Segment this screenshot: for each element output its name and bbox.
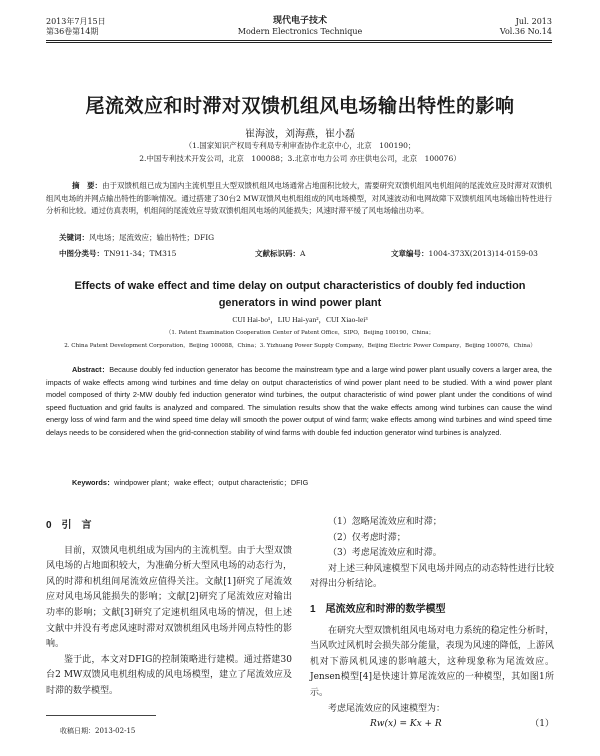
- header-date-en: Jul. 2013: [515, 17, 552, 26]
- equation-text: Rw(x) = Kx + R: [370, 719, 442, 730]
- article-number: 文章编号：1004-373X(2013)14-0159-03: [391, 249, 538, 258]
- abstract-en-text: Because doubly fed induction generator has become the mainstream type and a large wind power plant usually covers a larger area, the impacts of wake effects among wind turbines and time delay on output characteristics of wind power plant need to be studied. With a wind power plant model composed of thirty 2-MW doubly fed induction generator wind turbines, the output characteristic of wind power plant under the conditions of wind speed fluctuation and grid faults is analyzed and compared. The simulation results show that the wake effects among wind turbines can cause the wind energy loss of wind farm and the wind speed time delay will smooth the power output of wind farm; wake effects among wind turbines and wind speed time delays needs to be considered when the grid-connection stability of wind farms with double fed induction generator wind turbines is analyzed.: [46, 365, 552, 437]
- intro-paragraph-2: 鉴于此，本文对DFIG的控制策略进行建模。通过搭建30台2 MW双馈风电机组构成的风电场模型，建立了尾流效应及时滞的数学模型。: [46, 654, 292, 696]
- paper-title-en-line2: generators in wind power plant: [218, 297, 382, 309]
- paper-title-cn: 尾流效应和时滞对双馈机组风电场输出特性的影响: [85, 95, 515, 117]
- authors-cn: 崔海波，刘海燕，崔小磊: [245, 129, 355, 140]
- paper-title-en-line1: Effects of wake effect and time delay on output characteristics of doubly fed induction: [74, 280, 526, 292]
- clc-number: 中图分类号：TN911-34；TM315: [59, 249, 177, 258]
- equation-number: （1）: [530, 719, 554, 730]
- right-column: [310, 515, 554, 733]
- affiliation-en-1: （1. Patent Examination Cooperation Center of Patent Office，SIPO，Beijing 100190，China；: [165, 330, 435, 336]
- abstract-cn: [46, 180, 552, 218]
- affiliation-en-2: 2. China Patent Development Corporation，Beijing 100088，China；3. Yizhuang Power Supply Company，Beijing Electric Power Company，Beijing 100076，China）: [64, 343, 536, 349]
- abstract-en: [46, 364, 552, 440]
- affiliation-cn-2: 2.中国专利技术开发公司，北京 100088；3.北京市电力公司 亦庄供电公司，北京 100076）: [139, 154, 461, 163]
- keywords-cn: [59, 232, 214, 243]
- equation-1: [310, 717, 554, 733]
- header-date: 2013年7月15日: [46, 17, 106, 26]
- left-column: [46, 518, 292, 700]
- model-list-item-3: （3）考虑尾流效应和时滞。: [328, 548, 442, 559]
- right-paragraph-2: 在研究大型双馈机组风电场对电力系统的稳定性分析时，当风吹过风机时会损失部分能量，表现为风速的降低，上游风机对下游风机风速的影响越大，这种现象称为尾流效应。Jensen模型[4]是快速计算尾流效应的一种模型，其如图1所示。: [310, 625, 554, 698]
- keywords-en-label: Keywords：: [72, 478, 115, 487]
- abstract-cn-text: 由于双馈机组已成为国内主流机型且大型双馈机组风电场通常占地面积比较大，需要研究双馈机组风电机组间的尾流效应及时滞对双馈机组风电场的并网点输出特性的影响情况。通过搭建了30台2 MW双馈风电机组组成的风电场模型，对风速波动和电网故障下双馈机组风电场输出特性进行分析和比较。通过仿真表明，机组间的尾流效应导致双馈机组风电场的风能损失；风速时滞平缓了风电场输出功率。: [46, 181, 552, 215]
- footnote-rule: [46, 715, 156, 716]
- header-issue: 第36卷第14期: [46, 27, 99, 36]
- header-rule-bottom: [46, 42, 552, 43]
- journal-title-cn: 现代电子技术: [272, 16, 327, 26]
- keywords-en: [72, 478, 308, 488]
- right-paragraph-1: 对上述三种风速模型下风电场并网点的动态特性进行比较对得出分析结论。: [310, 563, 554, 590]
- document-code: 文献标识码：A: [255, 249, 306, 258]
- header-rule-top: [46, 40, 552, 41]
- model-list-item-1: （1）忽略尾流效应和时滞；: [328, 517, 442, 527]
- journal-title-en: Modern Electronics Technique: [237, 27, 363, 36]
- model-list-item-2: （2）仅考虑时滞；: [328, 532, 406, 543]
- abstract-en-label: Abstract：: [72, 365, 110, 374]
- affiliation-cn-1: （1.国家知识产权局专利局专利审查协作北京中心，北京 100190；: [184, 141, 416, 150]
- intro-paragraph-1: 目前，双馈风电机组成为国内的主流机型。由于大型双馈风电场的占地面积较大，为准确分析大型风电场的动态行为，风的时滞和机组间尾流效应值得关注。文献[1]研究了尾流效应对风电场风能损失的影响；文献[2]研究了尾流效应对输出功率的影响；文献[3]研究了定速机组风电场的情况，但上述文献中并没有考虑风速时滞对双馈机组风电场并网点特性的影响。: [46, 545, 292, 650]
- keywords-cn-label: 关键词：: [59, 233, 89, 242]
- authors-en: CUI Hai-bo¹，LIU Hai-yan²，CUI Xiao-lei³: [232, 315, 368, 324]
- section-heading-1: 1 尾流效应和时滞的数学模型: [310, 603, 446, 615]
- right-paragraph-3: 考虑尾流效应的风速模型为：: [328, 703, 446, 714]
- keywords-en-text: windpower plant；wake effect；output characteristic；DFIG: [114, 478, 309, 487]
- received-date-footnote: 收稿日期：2013-02-15: [60, 727, 136, 735]
- abstract-cn-label: 摘 要：: [72, 181, 102, 190]
- section-heading-intro: 0 引 言: [46, 520, 92, 531]
- header-vol-en: Vol.36 No.14: [499, 27, 552, 36]
- keywords-cn-text: 风电场；尾流效应；输出特性；DFIG: [89, 233, 215, 242]
